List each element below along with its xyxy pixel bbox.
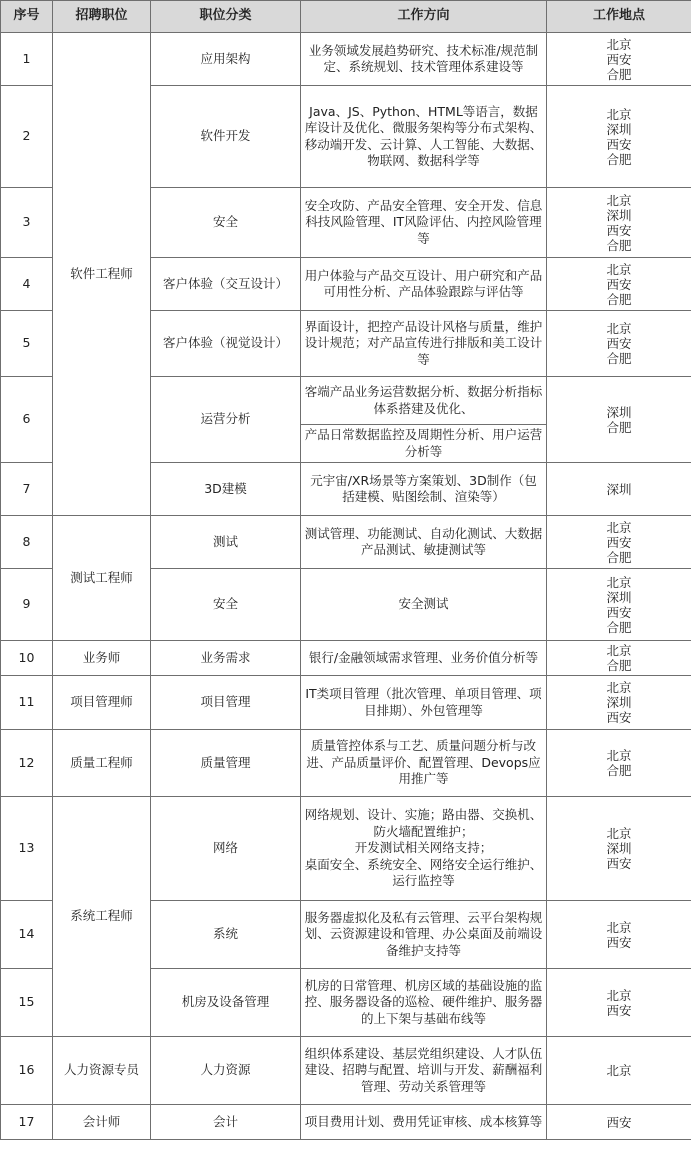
category-cell: 会计 xyxy=(151,1105,301,1140)
header-position: 招聘职位 xyxy=(53,1,151,33)
category-cell: 应用架构 xyxy=(151,33,301,86)
location-item: 合肥 xyxy=(606,658,632,673)
table-row xyxy=(1,641,691,676)
location-item: 合肥 xyxy=(606,619,632,635)
row-number: 10 xyxy=(1,641,53,676)
row-number: 6 xyxy=(1,377,53,463)
location-item: 北京 xyxy=(606,321,632,336)
location-item: 西安 xyxy=(606,1002,632,1018)
row-number: 5 xyxy=(1,311,53,377)
direction-cell: 机房的日常管理、机房区域的基础设施的监控、服务器设备的巡检、硬件维护、服务器的上下架与基础布线等 xyxy=(301,969,547,1037)
row-number: 17 xyxy=(1,1105,53,1140)
location-cell xyxy=(547,569,691,641)
table-row xyxy=(1,676,691,730)
location-cell xyxy=(547,730,691,797)
direction-cell: 用户体验与产品交互设计、用户研究和产品可用性分析、产品体验跟踪与评估等 xyxy=(301,258,547,311)
category-cell: 网络 xyxy=(151,797,301,901)
row-number: 15 xyxy=(1,969,53,1037)
location-item: 合肥 xyxy=(606,549,632,565)
direction-cell: 组织体系建设、基层党组织建设、人才队伍建设、招聘与配置、培训与开发、薪酬福利管理、劳动关系管理等 xyxy=(301,1037,547,1105)
location-cell xyxy=(547,463,691,516)
direction-line: 网络规划、设计、实施；路由器、交换机、防火墙配置维护； xyxy=(304,807,543,839)
category-cell: 3D建模 xyxy=(151,463,301,516)
location-cell xyxy=(547,516,691,569)
location-cell xyxy=(547,797,691,901)
direction-line: 桌面安全、系统安全、网络安全运行维护、运行监控等 xyxy=(304,856,543,889)
position-cell: 软件工程师 xyxy=(53,33,151,516)
direction-cell: IT类项目管理（批次管理、单项目管理、项目排期）、外包管理等 xyxy=(301,676,547,730)
location-cell xyxy=(547,676,691,730)
row-number: 8 xyxy=(1,516,53,569)
direction-cell: 测试管理、功能测试、自动化测试、大数据产品测试、敏捷测试等 xyxy=(301,516,547,569)
location-item: 北京 xyxy=(606,519,632,535)
location-item: 西安 xyxy=(606,276,632,292)
direction-cell: 客端产品业务运营数据分析、数据分析指标体系搭建及优化、 xyxy=(301,377,547,425)
table-row xyxy=(1,797,691,901)
row-number: 7 xyxy=(1,463,53,516)
location-cell xyxy=(547,901,691,969)
header-location: 工作地点 xyxy=(547,1,691,33)
row-number: 4 xyxy=(1,258,53,311)
category-cell: 质量管理 xyxy=(151,730,301,797)
location-cell xyxy=(547,1037,691,1105)
location-item: 北京 xyxy=(606,826,632,841)
row-number: 16 xyxy=(1,1037,53,1105)
table-row xyxy=(1,1105,691,1140)
location-item: 北京 xyxy=(606,987,632,1003)
position-cell: 业务师 xyxy=(53,641,151,676)
location-cell xyxy=(547,188,691,258)
location-cell xyxy=(547,86,691,188)
location-item: 北京 xyxy=(606,36,632,52)
row-number: 2 xyxy=(1,86,53,188)
row-number: 11 xyxy=(1,676,53,730)
category-cell: 安全 xyxy=(151,569,301,641)
row-number: 13 xyxy=(1,797,53,901)
location-item: 深圳 xyxy=(606,207,632,223)
position-cell: 测试工程师 xyxy=(53,516,151,641)
category-cell: 客户体验（交互设计） xyxy=(151,258,301,311)
direction-cell: 产品日常数据监控及周期性分析、用户运营分析等 xyxy=(301,425,547,463)
direction-cell: 元宇宙/XR场景等方案策划、3D制作（包括建模、贴图绘制、渲染等） xyxy=(301,463,547,516)
location-item: 合肥 xyxy=(606,151,632,167)
direction-cell: Java、JS、Python、HTML等语言，数据库设计及优化、微服务架构等分布式架构、移动端开发、云计算、人工智能、大数据、物联网、数据科学等 xyxy=(301,86,547,188)
location-item: 深圳 xyxy=(606,404,632,420)
location-item: 北京 xyxy=(606,1063,632,1078)
location-item: 深圳 xyxy=(606,695,632,710)
position-cell: 会计师 xyxy=(53,1105,151,1140)
location-item: 合肥 xyxy=(606,763,632,778)
location-item: 深圳 xyxy=(606,841,632,856)
location-cell xyxy=(547,1105,691,1140)
location-item: 深圳 xyxy=(606,121,632,137)
location-item: 深圳 xyxy=(606,589,632,605)
direction-cell: 服务器虚拟化及私有云管理、云平台架构规划、云资源建设和管理、办公桌面及前端设备维护支持等 xyxy=(301,901,547,969)
direction-cell: 安全测试 xyxy=(301,569,547,641)
location-item: 北京 xyxy=(606,106,632,122)
location-item: 北京 xyxy=(606,680,632,695)
table-row xyxy=(1,516,691,569)
location-item: 西安 xyxy=(606,710,632,725)
location-cell xyxy=(547,377,691,463)
position-cell: 项目管理师 xyxy=(53,676,151,730)
location-item: 西安 xyxy=(606,51,632,67)
row-number: 14 xyxy=(1,901,53,969)
location-cell xyxy=(547,258,691,311)
location-cell xyxy=(547,311,691,377)
category-cell: 业务需求 xyxy=(151,641,301,676)
location-item: 合肥 xyxy=(606,351,632,366)
location-item: 西安 xyxy=(606,222,632,238)
category-cell: 安全 xyxy=(151,188,301,258)
location-cell xyxy=(547,641,691,676)
direction-cell: 业务领域发展趋势研究、技术标准/规范制定、系统规划、技术管理体系建设等 xyxy=(301,33,547,86)
location-cell xyxy=(547,33,691,86)
direction-cell: 银行/金融领域需求管理、业务价值分析等 xyxy=(301,641,547,676)
location-item: 深圳 xyxy=(606,481,632,497)
location-item: 北京 xyxy=(606,192,632,208)
header-row xyxy=(1,1,691,33)
location-item: 西安 xyxy=(606,1114,632,1130)
location-item: 西安 xyxy=(606,336,632,351)
location-item: 西安 xyxy=(606,604,632,620)
category-cell: 运营分析 xyxy=(151,377,301,463)
category-cell: 系统 xyxy=(151,901,301,969)
category-cell: 机房及设备管理 xyxy=(151,969,301,1037)
row-number: 12 xyxy=(1,730,53,797)
direction-cell: 项目费用计划、费用凭证审核、成本核算等 xyxy=(301,1105,547,1140)
category-cell: 项目管理 xyxy=(151,676,301,730)
location-item: 北京 xyxy=(606,261,632,277)
location-item: 合肥 xyxy=(606,237,632,253)
location-item: 西安 xyxy=(606,934,632,950)
position-cell: 质量工程师 xyxy=(53,730,151,797)
location-item: 北京 xyxy=(606,919,632,935)
category-cell: 软件开发 xyxy=(151,86,301,188)
table-row xyxy=(1,33,691,86)
location-item: 西安 xyxy=(606,856,632,871)
table-row xyxy=(1,1037,691,1105)
row-number: 9 xyxy=(1,569,53,641)
direction-cell: 安全攻防、产品安全管理、安全开发、信息科技风险管理、IT风险评估、内控风险管理等 xyxy=(301,188,547,258)
location-item: 合肥 xyxy=(606,419,632,435)
category-cell: 人力资源 xyxy=(151,1037,301,1105)
location-item: 合肥 xyxy=(606,66,632,82)
position-cell: 人力资源专员 xyxy=(53,1037,151,1105)
header-no: 序号 xyxy=(1,1,53,33)
location-item: 北京 xyxy=(606,643,632,658)
location-item: 西安 xyxy=(606,136,632,152)
location-item: 西安 xyxy=(606,534,632,550)
location-item: 北京 xyxy=(606,574,632,590)
direction-line: 开发测试相关网络支持； xyxy=(354,840,493,856)
direction-cell: 质量管控体系与工艺、质量问题分析与改进、产品质量评价、配置管理、Devops应用推广等 xyxy=(301,730,547,797)
category-cell: 客户体验（视觉设计） xyxy=(151,311,301,377)
direction-cell xyxy=(301,797,547,901)
location-cell xyxy=(547,969,691,1037)
category-cell: 测试 xyxy=(151,516,301,569)
position-cell: 系统工程师 xyxy=(53,797,151,1037)
row-number: 1 xyxy=(1,33,53,86)
location-item: 合肥 xyxy=(606,291,632,307)
header-category: 职位分类 xyxy=(151,1,301,33)
location-item: 北京 xyxy=(606,748,632,763)
row-number: 3 xyxy=(1,188,53,258)
direction-cell: 界面设计，把控产品设计风格与质量，维护设计规范；对产品宣传进行排版和美工设计等 xyxy=(301,311,547,377)
table-row xyxy=(1,730,691,797)
header-direction: 工作方向 xyxy=(301,1,547,33)
